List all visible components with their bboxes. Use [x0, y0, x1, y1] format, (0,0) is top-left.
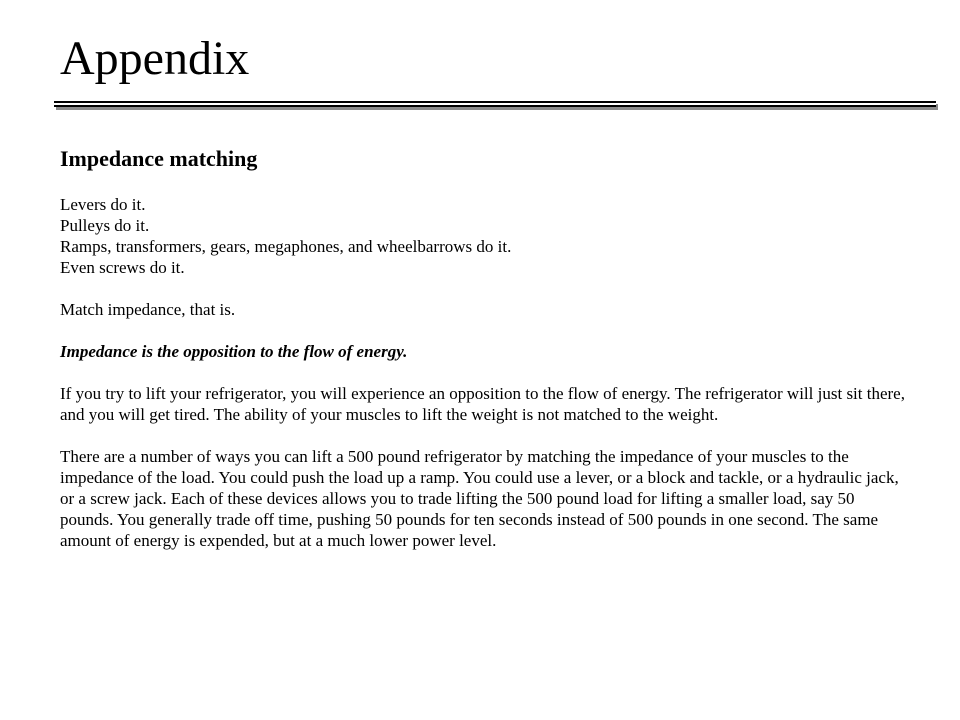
- section-heading: Impedance matching: [60, 146, 258, 171]
- slide-title: Appendix: [60, 32, 250, 85]
- impedance-definition: Impedance is the opposition to the flow of energy.: [60, 342, 408, 361]
- intro-list: [60, 194, 910, 278]
- intro-line-levers: Levers do it.: [60, 195, 146, 214]
- refrigerator-paragraph: If you try to lift your refrigerator, you will experience an opposition to the flow of energy. The refrigerator will just sit there, and you will get tired. The ability of your muscles to lift the weight is not matched to the weight.: [60, 384, 905, 424]
- lifting-methods-paragraph: There are a number of ways you can lift a 500 pound refrigerator by matching the impedance of your muscles to the impedance of the load. You could push the load up a ramp. You could use a lever, or a block and tackle, or a hydraulic jack, or a screw jack. Each of these devices allows you to trade lifting the 500 pound load for lifting a smaller load, say 50 pounds. You generally trade off time, pushing 50 pounds for ten seconds instead of 500 pounds in one second. The same amount of energy is expended, but at a much lower power level.: [60, 447, 899, 550]
- match-impedance-line: Match impedance, that is.: [60, 300, 236, 319]
- slide-body: [60, 145, 910, 572]
- intro-line-ramps: Ramps, transformers, gears, megaphones, and wheelbarrows do it.: [60, 237, 512, 256]
- intro-line-pulleys: Pulleys do it.: [60, 216, 150, 235]
- title-divider: [54, 101, 936, 107]
- intro-line-screws: Even screws do it.: [60, 258, 185, 277]
